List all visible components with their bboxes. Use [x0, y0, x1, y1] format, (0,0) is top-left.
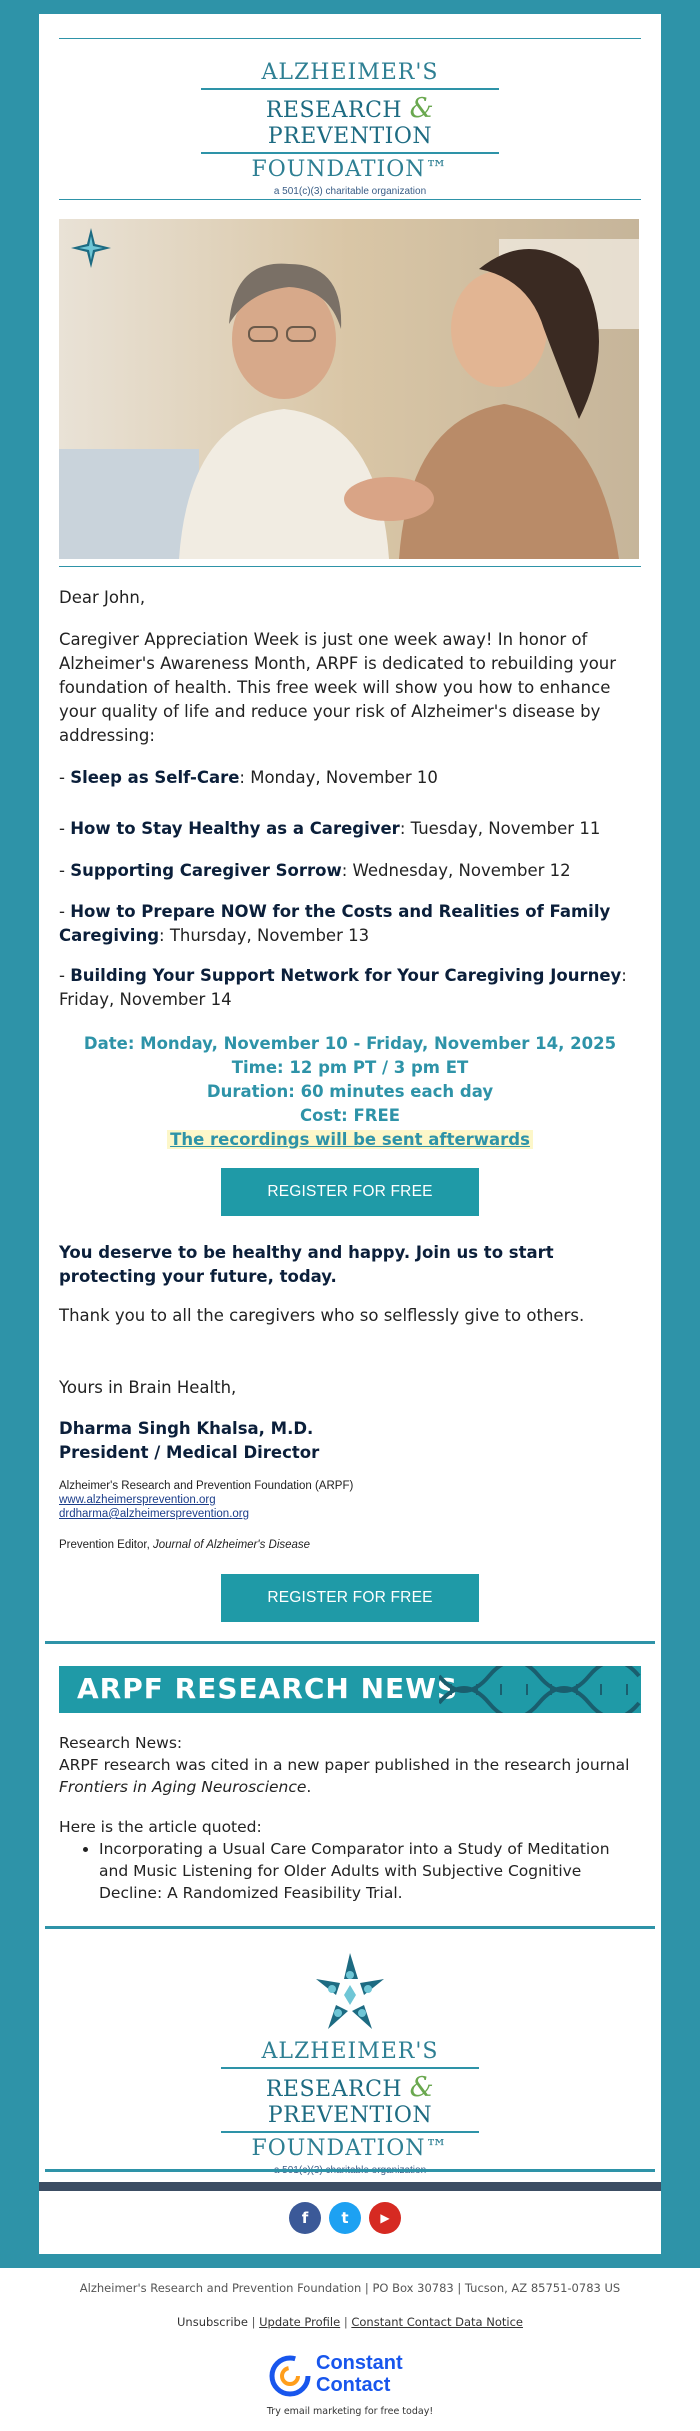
email-link-row — [59, 1507, 641, 1521]
footer-logo-text: ALZHEIMER'S RESEARCH & PREVENTION FOUNDATION™ — [221, 2039, 479, 2176]
signature-title: President / Medical Director — [59, 1443, 320, 1462]
footer-address: Alzheimer's Research and Prevention Foundation | PO Box 30783 | Tucson, AZ 85751-0783 US — [79, 2281, 621, 2295]
event-duration: Duration: 60 minutes each day — [206, 1082, 494, 1101]
recordings-note — [59, 1128, 641, 1152]
greeting: Dear John, — [59, 588, 146, 607]
register-button-2[interactable]: REGISTER FOR FREE — [221, 1574, 479, 1622]
logo-tagline: a 501(c)(3) charitable organization — [273, 186, 427, 197]
website-link-row — [59, 1493, 641, 1507]
event-date: Date: Monday, November 10 - Friday, November 14, 2025 — [83, 1034, 617, 1053]
website-link[interactable]: www.alzheimersprevention.org — [59, 1494, 216, 1506]
cc-tagline: Try email marketing for free today! — [266, 2406, 434, 2417]
cc-brand-text: Constant Contact — [316, 2352, 403, 2396]
session-2: - How to Stay Healthy as a Caregiver: Tuesday, November 11 — [59, 819, 601, 838]
research-news-title: ARPF RESEARCH NEWS — [77, 1672, 459, 1705]
youtube-icon[interactable]: ▶ — [369, 2202, 401, 2234]
org-line: Alzheimer's Research and Prevention Foundation (ARPF) — [59, 1480, 354, 1492]
signature-name: Dharma Singh Khalsa, M.D. — [59, 1419, 314, 1438]
update-profile-link[interactable]: Update Profile — [259, 2315, 341, 2329]
news-paragraph: ARPF research was cited in a new paper published in the research journal Frontiers in Aging Neuroscience. — [59, 1756, 630, 1796]
unsubscribe-link[interactable]: Unsubscribe — [177, 2315, 248, 2329]
signoff: Yours in Brain Health, — [59, 1378, 237, 1397]
news-quoted-label: Here is the article quoted: — [59, 1818, 262, 1836]
footer-logo[interactable] — [221, 1949, 479, 2176]
intro-paragraph: Caregiver Appreciation Week is just one week away! In honor of Alzheimer's Awareness Month, ARPF is dedicated to rebuilding your foundation of health. This free week will show you how to enhance your quality of life and reduce your risk of Alzheimer's disease by addressing: — [59, 630, 617, 745]
email-card — [39, 14, 661, 2254]
constant-contact-badge[interactable] — [268, 2350, 438, 2398]
top-divider — [59, 38, 641, 39]
recordings-link[interactable]: The recordings will be sent afterwards — [167, 1130, 533, 1149]
deserve-text: You deserve to be healthy and happy. Join us to start protecting your future, today. — [59, 1243, 554, 1286]
news-article-list — [59, 1838, 641, 1904]
facebook-icon[interactable]: f — [289, 2202, 321, 2234]
photo-divider — [59, 566, 641, 567]
session-1: - Sleep as Self-Care: Monday, November 10 — [59, 768, 438, 787]
cc-data-notice-link[interactable]: Constant Contact Data Notice — [351, 2315, 523, 2329]
footer-links: Unsubscribe | Update Profile | Constant Contact Data Notice — [177, 2315, 523, 2329]
event-time: Time: 12 pm PT / 3 pm ET — [231, 1058, 469, 1077]
session-5: - Building Your Support Network for Your Caregiving Journey: Friday, November 14 — [59, 966, 627, 1009]
editor-line: Prevention Editor, Journal of Alzheimer's Disease — [59, 1539, 311, 1551]
logo-divider — [59, 199, 641, 200]
register-button[interactable]: REGISTER FOR FREE — [221, 1168, 479, 1216]
email-link[interactable]: drdharma@alzheimersprevention.org — [59, 1508, 250, 1520]
session-3: - Supporting Caregiver Sorrow: Wednesday, November 12 — [59, 861, 571, 880]
star-emblem-icon — [310, 1949, 390, 2039]
header-logo[interactable] — [189, 60, 511, 197]
footer-top-bar — [45, 2169, 655, 2172]
dna-icon — [439, 1666, 641, 1713]
research-news-banner — [59, 1666, 641, 1713]
news-article-item: • Incorporating a Usual Care Comparator into a Study of Meditation and Music Listening for Older Adults with Subjective Cognitive Decline: A Randomized Feasibility Trial. — [99, 1838, 641, 1904]
star-logo-icon — [69, 226, 113, 270]
logo-line-3: FOUNDATION™ — [251, 157, 449, 182]
caregiver-photo — [59, 219, 639, 559]
constant-contact-icon — [268, 2354, 312, 2398]
footer-dark-bar — [39, 2182, 661, 2191]
news-bottom-bar — [45, 1926, 655, 1929]
session-4: - How to Prepare NOW for the Costs and Realities of Family Caregiving: Thursday, November 13 — [59, 902, 611, 945]
logo-line-2: RESEARCH & PREVENTION — [201, 88, 499, 154]
logo-line-1: ALZHEIMER'S — [261, 60, 439, 85]
news-top-bar — [45, 1641, 655, 1644]
news-heading: Research News: — [59, 1734, 183, 1752]
thanks-text: Thank you to all the caregivers who so selflessly give to others. — [59, 1306, 585, 1325]
event-cost: Cost: FREE — [299, 1106, 400, 1125]
twitter-icon[interactable]: t — [329, 2202, 361, 2234]
